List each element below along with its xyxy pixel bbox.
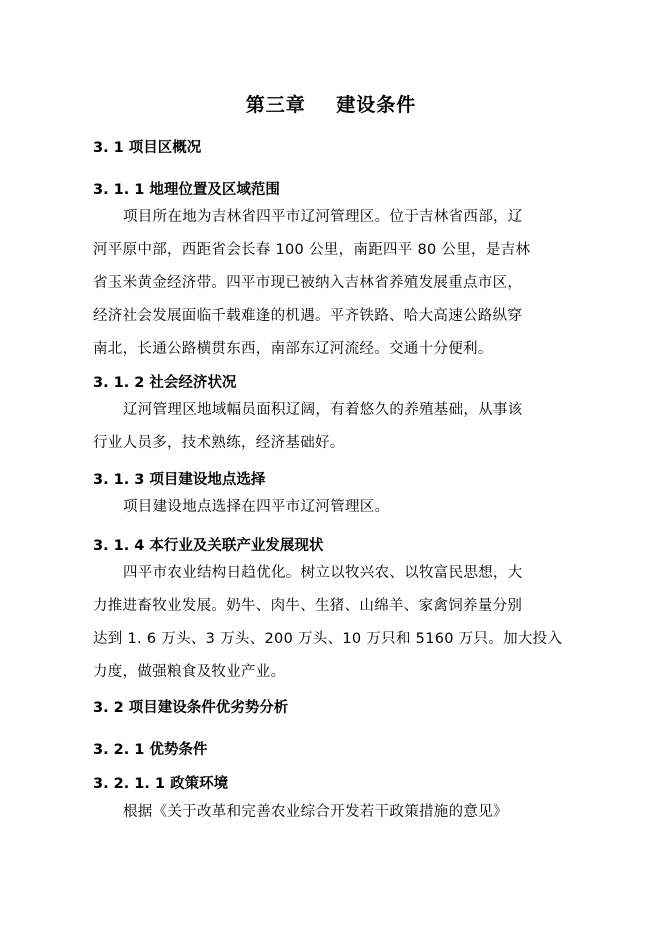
paragraph-line: 根据《关于改革和完善农业综合开发若干政策措施的意见》: [123, 804, 508, 820]
paragraph-line: 经济社会发展面临千载难逢的机遇。平齐铁路、哈大高速公路纵穿: [93, 308, 523, 324]
section-heading-3-1-1: 3. 1. 1 地理位置及区域范围: [93, 182, 280, 198]
paragraph-line: 辽河管理区地域幅员面积辽阔，有着悠久的养殖基础，从事该: [123, 402, 523, 418]
section-heading-3-1-4: 3. 1. 4 本行业及关联产业发展现状: [93, 538, 324, 554]
paragraph-3-1-4: [93, 557, 585, 689]
section-heading-3-2-1-1: 3. 2. 1. 1 政策环境: [93, 776, 229, 792]
paragraph-3-1-2: [93, 394, 585, 460]
section-heading-3-2: 3. 2 项目建设条件优劣势分析: [93, 700, 289, 716]
paragraph-line: 达到 1. 6 万头、3 万头、200 万头、10 万只和 5160 万只。加大投入: [93, 631, 563, 647]
paragraph-line: 项目建设地点选择在四平市辽河管理区。: [123, 499, 390, 515]
paragraph-line: 四平市农业结构日趋优化。树立以牧兴农、以牧富民思想，大: [123, 565, 523, 581]
section-heading-3-1-2: 3. 1. 2 社会经济状况: [93, 375, 237, 391]
section-heading-3-2-1: 3. 2. 1 优势条件: [93, 742, 208, 758]
section-heading-3-1-3: 3. 1. 3 项目建设地点选择: [93, 472, 266, 488]
paragraph-line: 南北，长通公路横贯东西，南部东辽河流经。交通十分便利。: [93, 341, 493, 357]
paragraph-3-1-1: [93, 201, 585, 366]
paragraph-line: 力推进畜牧业发展。奶牛、肉牛、生猪、山绵羊、家禽饲养量分别: [93, 598, 523, 614]
paragraph-line: 行业人员多，技术熟练，经济基础好。: [93, 435, 345, 451]
chapter-title: 第三章 建设条件: [245, 94, 417, 116]
section-heading-3-1: 3. 1 项目区概况: [93, 140, 202, 156]
paragraph-3-1-3: [93, 491, 585, 524]
paragraph-line: 省玉米黄金经济带。四平市现已被纳入吉林省养殖发展重点市区，: [93, 275, 523, 291]
paragraph-line: 河平原中部，西距省会长春 100 公里，南距四平 80 公里，是吉林: [93, 242, 531, 258]
paragraph-3-2-1-1: [93, 796, 585, 829]
paragraph-line: 力度，做强粮食及牧业产业。: [93, 664, 286, 680]
paragraph-line: 项目所在地为吉林省四平市辽河管理区。位于吉林省西部，辽: [123, 209, 523, 225]
